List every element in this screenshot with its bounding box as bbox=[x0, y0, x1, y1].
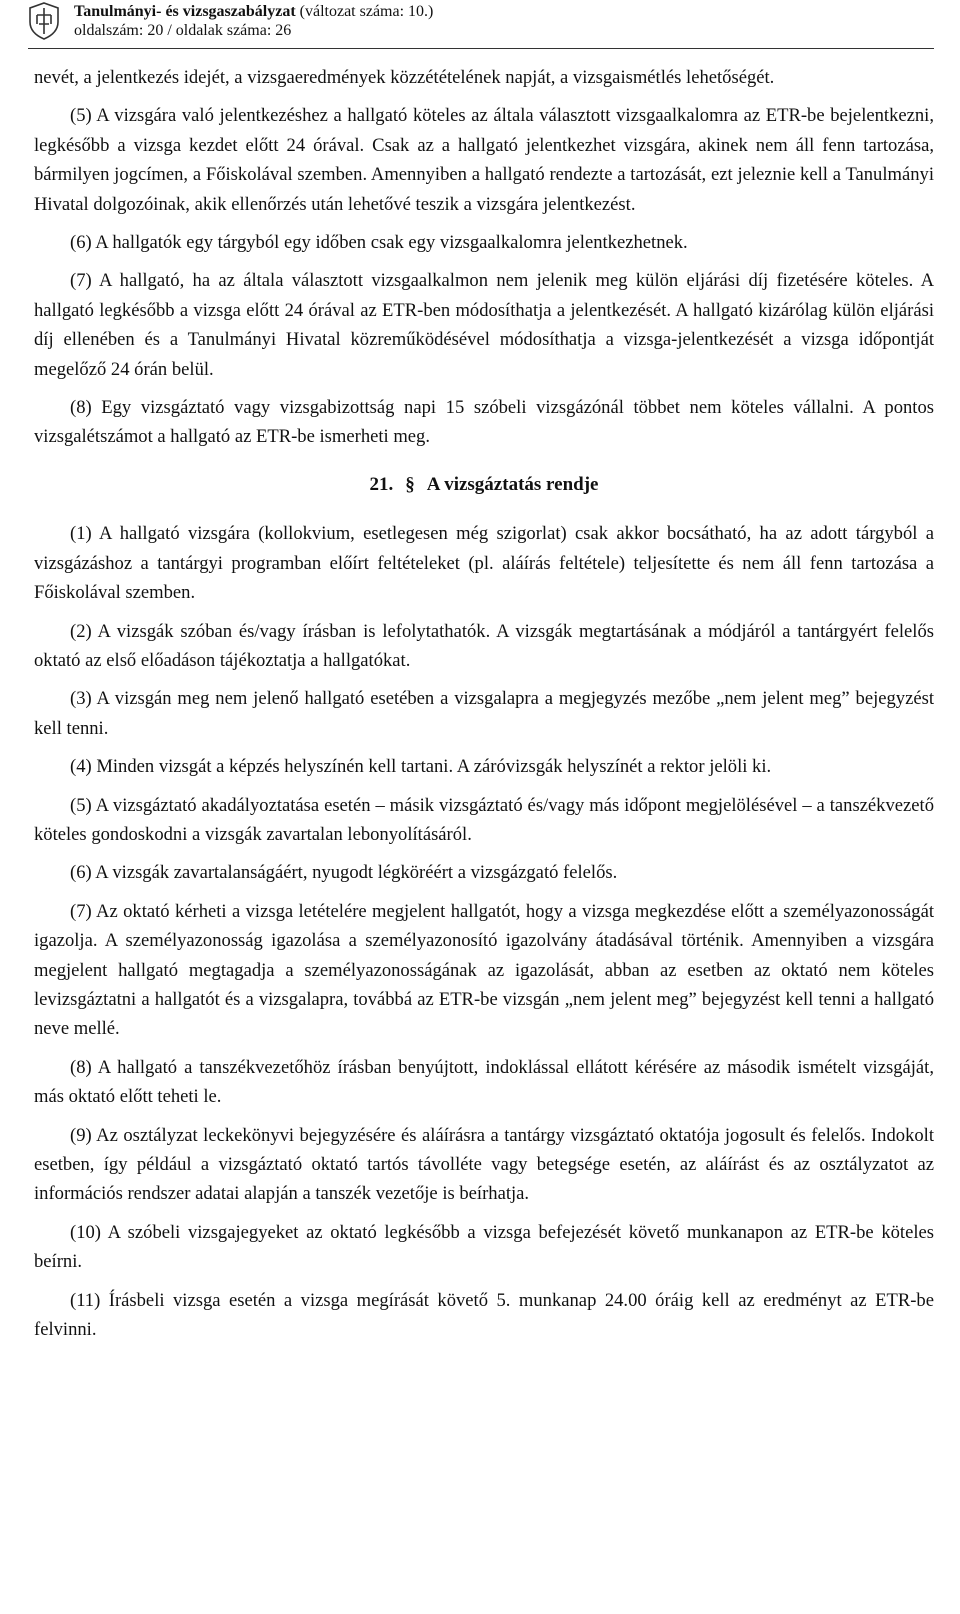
paragraph: (8) A hallgató a tanszékvezetőhöz írásban benyújtott, indoklással ellátott kérésére az második ismételt vizsgáját, más oktató előtt teheti le. bbox=[34, 1056, 934, 1108]
paragraph: (7) Az oktató kérheti a vizsga letételére megjelent hallgatót, hogy a vizsga megkezdése előtt a személyazonosságát igazolja. A személyazonosság igazolása a személyazonosító igazolvány átadásával történik. Amennyiben a vizsgára megjelent hallgató megtagadja a személyazonosságának az igazolását, abban az esetben az oktató nem köteles levizsgáztatni a hallgatót és a vizsgalapra, továbbá az ETR-be vizsgán „nem jelent meg” bejegyzést kell tenni a hallgató neve mellé. bbox=[34, 900, 934, 1040]
document-body bbox=[34, 63, 934, 1344]
page-info: oldalszám: 20 / oldalak száma: 26 bbox=[74, 22, 292, 39]
paragraph: (7) A hallgató, ha az általa választott vizsgaalkalmon nem jelenik meg külön eljárási díj fizetésére köteles. A hallgató legkésőbb a vizsga előtt 24 órával az ETR-ben módosíthatja a jelentkezését. A hallgató kizárólag külön eljárási díj ellenében és a Tanulmányi Hivatal közreműködésével módosíthatja a vizsga-jelentkezését a vizsga időpontját megelőző 24 órán belül. bbox=[34, 270, 934, 380]
document-version: (változat száma: 10.) bbox=[299, 3, 434, 20]
paragraph: (11) Írásbeli vizsga esetén a vizsga megírását követő 5. munkanap 24.00 óráig kell az eredményt az ETR-be felvinni. bbox=[34, 1289, 934, 1341]
paragraph: (10) A szóbeli vizsgajegyeket az oktató legkésőbb a vizsga befejezését követő munkanapon az ETR-be köteles beírni. bbox=[34, 1221, 934, 1273]
paragraph: (1) A hallgató vizsgára (kollokvium, esetlegesen még szigorlat) csak akkor bocsátható, ha az adott tárgyból a vizsgázáshoz a tantárgyi programban előírt feltételeket (pl. aláírás feltétele) teljesítette és nem áll fenn tartozása a Főiskolával szemben. bbox=[34, 523, 934, 604]
section-symbol: § bbox=[405, 473, 415, 495]
section-heading bbox=[34, 470, 934, 499]
paragraph: (9) Az osztályzat leckekönyvi bejegyzésére és aláírásra a tantárgy vizsgáztató oktatója jogosult és felelős. Indokolt esetben, így például a vizsgáztató oktató tartós távolléte vagy betegsége esetén, az aláírást és az osztályzatot az információs rendszer adatai alapján a tanszék vezetője is beírhatja. bbox=[34, 1124, 934, 1205]
paragraph: (4) Minden vizsgát a képzés helyszínén kell tartani. A záróvizsgák helyszínét a rektor jelöli ki. bbox=[70, 756, 772, 778]
paragraph: (8) Egy vizsgáztató vagy vizsgabizottság napi 15 szóbeli vizsgázónál többet nem köteles vállalni. A pontos vizsgalétszámot a hallgató az ETR-be ismerheti meg. bbox=[34, 397, 934, 448]
institution-logo-icon bbox=[28, 2, 60, 40]
paragraph: (5) A vizsgáztató akadályoztatása esetén – másik vizsgáztató és/vagy más időpont megjelölésével – a tanszékvezető köteles gondoskodni a vizsgák zavartalan lebonyolításáról. bbox=[34, 794, 934, 845]
document-title bbox=[74, 2, 433, 21]
section-number: 21. bbox=[369, 473, 394, 495]
section-title: A vizsgáztatás rendje bbox=[426, 473, 599, 495]
page-header bbox=[28, 0, 934, 49]
paragraph: (3) A vizsgán meg nem jelenő hallgató esetében a vizsgalapra a megjegyzés mezőbe „nem jelent meg” bejegyzést kell tenni. bbox=[34, 688, 934, 739]
paragraph: (6) A vizsgák zavartalanságáért, nyugodt légköréért a vizsgázgató felelős. bbox=[70, 862, 618, 884]
paragraph: (5) A vizsgára való jelentkezéshez a hallgató köteles az általa választott vizsgaalkalomra az ETR-be bejelentkezni, legkésőbb a vizsga kezdet előtt 24 órával. Csak az a hallgató jelentkezhet vizsgára, akinek nem áll fenn tartozása, bármilyen jogcímen, a Főiskolával szemben. Amennyiben a hallgató rendezte a tartozását, ezt jeleznie kell a Tanulmányi Hivatal dolgozóinak, akik ellenőrzés után lehetővé teszik a vizsgára jelentkezést. bbox=[34, 105, 934, 215]
header-text bbox=[74, 2, 433, 40]
paragraph: (6) A hallgatók egy tárgyból egy időben csak egy vizsgaalkalomra jelentkezhetnek. bbox=[70, 232, 688, 254]
paragraph: (2) A vizsgák szóban és/vagy írásban is lefolytathatók. A vizsgák megtartásának a módjáról a tantárgyért felelős oktató az első előadáson tájékoztatja a hallgatókat. bbox=[34, 620, 934, 671]
document-title-text: Tanulmányi- és vizsgaszabályzat bbox=[74, 3, 296, 20]
intro-paragraph: nevét, a jelentkezés idejét, a vizsgaeredmények közzétételének napját, a vizsgaismétlés lehetőségét. bbox=[34, 67, 775, 88]
